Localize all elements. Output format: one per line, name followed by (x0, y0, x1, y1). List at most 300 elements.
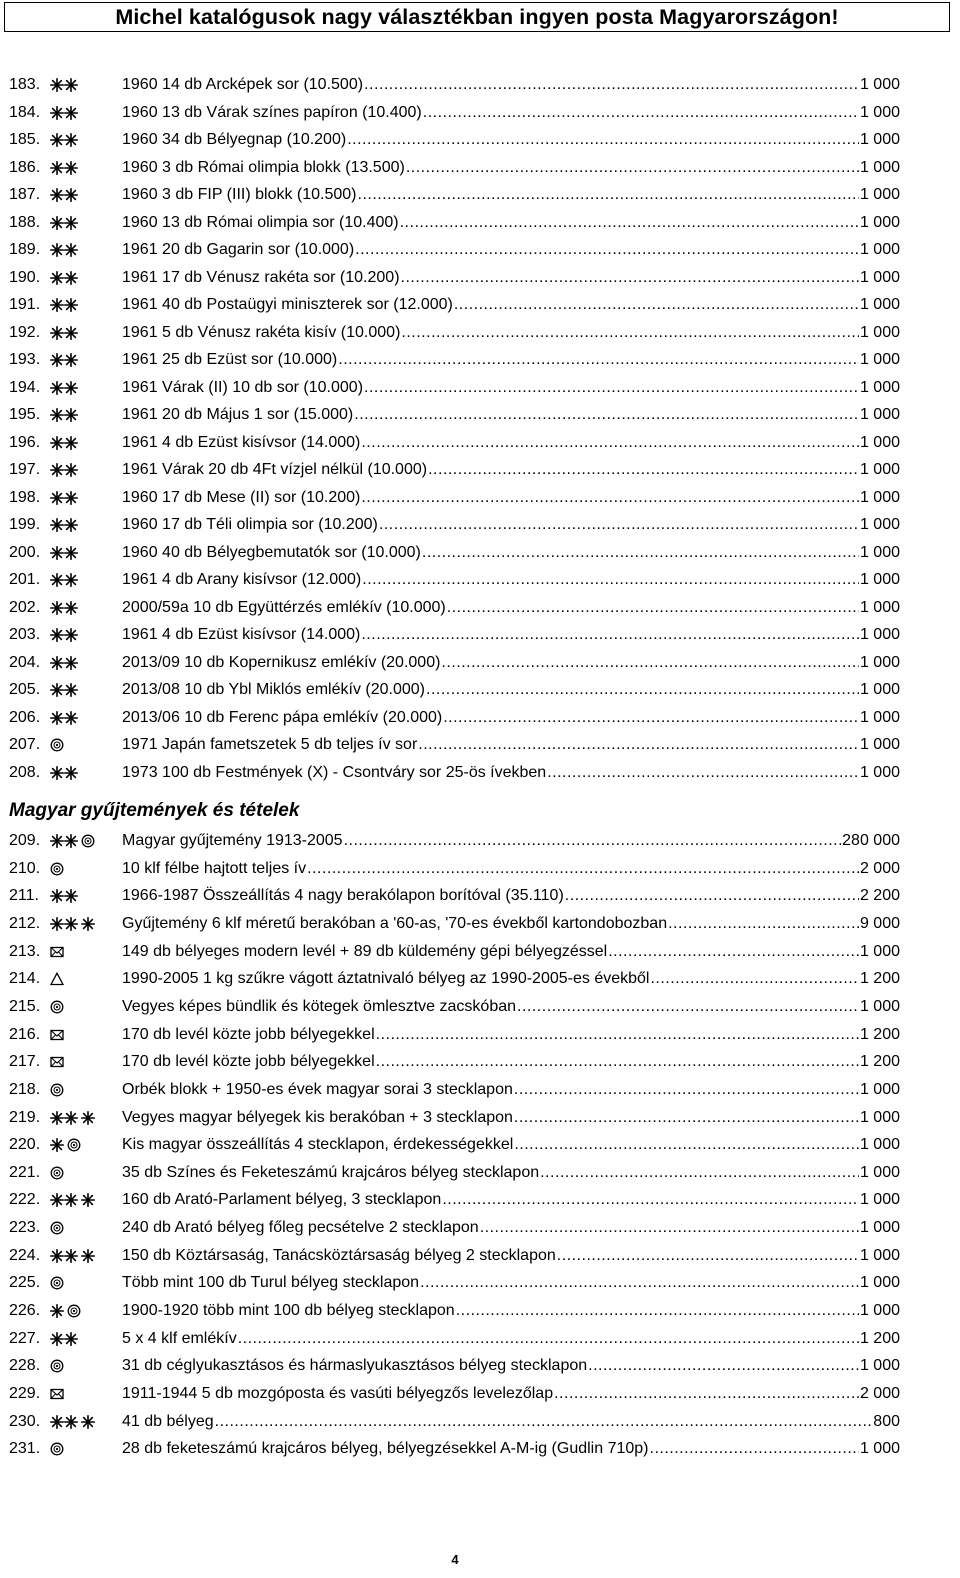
dot-leader (557, 1244, 859, 1268)
lot-number: 199. (9, 516, 41, 533)
single-asterisk-icon (81, 1111, 95, 1125)
lot-number: 224. (9, 1246, 41, 1264)
lot-description-line (122, 1354, 900, 1378)
lot-description: Kis magyar összeállítás 4 stecklapon, érdekességekkel (122, 1136, 514, 1154)
lot-number: 204. (9, 653, 41, 671)
lot-price: 1 000 (859, 268, 900, 286)
lot-description: 1960 13 db Római olimpia sor (10.400) (122, 213, 399, 231)
stamped-circle-icon (50, 1276, 64, 1290)
double-asterisk-icon (50, 656, 78, 670)
lot-description-line (122, 1437, 900, 1461)
lot-description-line (122, 1271, 900, 1295)
condition-symbols (50, 1387, 64, 1401)
lot-description: 1973 100 db Festmények (X) - Csontváry sor 25-ös ívekben (122, 763, 547, 781)
lot-number: 225. (9, 1274, 41, 1292)
condition-symbols (50, 243, 78, 257)
envelope-icon (50, 1028, 64, 1042)
single-asterisk-icon (50, 1138, 64, 1152)
lot-price: 1 000 (859, 681, 900, 698)
lot-number: 227. (9, 1329, 41, 1347)
stamped-circle-icon (50, 1359, 64, 1373)
lot-description: Több mint 100 db Turul bélyeg stecklapon (122, 1274, 420, 1292)
dot-leader (361, 623, 859, 647)
condition-symbols (50, 106, 78, 120)
lot-price: 1 000 (859, 997, 900, 1015)
dot-leader (540, 1161, 859, 1185)
lot-description: 1960 34 db Bélyegnap (10.200) (122, 131, 347, 148)
dot-leader (650, 967, 858, 991)
condition-symbols (50, 945, 64, 959)
lot-description: 1971 Japán fametszetek 5 db teljes ív sor (122, 736, 418, 753)
lot-number: 198. (9, 488, 41, 506)
lot-number: 216. (9, 1025, 41, 1043)
double-asterisk-icon (50, 766, 78, 780)
lot-description-line (122, 912, 900, 936)
condition-symbols (50, 1193, 95, 1207)
condition-symbols (50, 1332, 78, 1346)
lot-row (0, 1410, 960, 1434)
lot-number: 231. (9, 1440, 41, 1458)
lot-price: 1 000 (859, 1246, 900, 1264)
lot-number: 188. (9, 213, 41, 231)
lot-row (0, 1354, 960, 1378)
lot-price: 1 000 (859, 1302, 900, 1320)
single-asterisk-icon (81, 917, 95, 931)
lot-price: 1 200 (859, 1053, 900, 1071)
lot-price: 1 000 (859, 708, 900, 726)
stamped-circle-icon (67, 1138, 81, 1152)
stamped-circle-icon (67, 1304, 81, 1318)
condition-symbols (50, 161, 78, 175)
lot-number: 207. (9, 736, 41, 753)
lot-row (0, 995, 960, 1019)
lot-description: Magyar gyűjtemény 1913-2005 (122, 832, 343, 849)
lot-number: 190. (9, 268, 41, 286)
lot-price: 1 000 (859, 241, 900, 258)
lot-price: 1 000 (859, 736, 900, 753)
double-asterisk-icon (50, 106, 78, 120)
lot-description-line (122, 1161, 900, 1185)
stamped-circle-icon (50, 862, 64, 876)
lot-row (0, 101, 960, 125)
lot-price: 1 000 (859, 1219, 900, 1237)
condition-symbols (50, 1083, 64, 1097)
condition-symbols (50, 862, 64, 876)
promo-banner-text: Michel katalógusok nagy választékban ingyen posta Magyarországon! (115, 4, 839, 29)
double-asterisk-icon (50, 683, 78, 697)
lot-description-line (122, 1023, 900, 1047)
lot-number: 223. (9, 1219, 41, 1237)
lot-number: 222. (9, 1191, 41, 1209)
lot-price: 2 000 (859, 1385, 900, 1402)
dot-leader (307, 857, 859, 881)
lot-number: 201. (9, 571, 41, 588)
lot-description-line (122, 857, 900, 881)
double-asterisk-icon (50, 271, 78, 285)
lot-description-line (122, 128, 900, 152)
lot-description: 1961 4 db Arany kisívsor (12.000) (122, 571, 362, 588)
lot-description: 1960 3 db Római olimpia blokk (13.500) (122, 158, 405, 176)
lot-description-line (122, 513, 900, 537)
lot-price: 1 000 (859, 158, 900, 176)
double-asterisk-icon (50, 408, 78, 422)
lot-row (0, 1216, 960, 1240)
lot-price: 1 000 (859, 1357, 900, 1375)
lot-price: 1 000 (859, 653, 900, 671)
lot-description-line (122, 1382, 900, 1406)
condition-symbols (50, 1221, 64, 1235)
dot-leader (238, 1327, 859, 1351)
condition-symbols (50, 766, 78, 780)
lot-description-line (122, 1133, 900, 1157)
envelope-icon (50, 945, 64, 959)
lot-description-line (122, 101, 900, 125)
lot-number: 220. (9, 1136, 41, 1154)
double-asterisk-icon (50, 889, 78, 903)
condition-symbols (50, 683, 78, 697)
condition-symbols (50, 353, 78, 367)
lot-price: 1 200 (859, 970, 900, 988)
triangle-icon (50, 972, 64, 986)
condition-symbols (50, 972, 64, 986)
lot-row (0, 156, 960, 180)
double-asterisk-icon (50, 243, 78, 257)
dot-leader (361, 486, 859, 510)
lot-description: 150 db Köztársaság, Tanácsköztársaság bélyeg 2 stecklapon (122, 1246, 556, 1264)
stamped-circle-icon (50, 1000, 64, 1014)
lot-price: 1 000 (859, 461, 900, 478)
lot-description-line (122, 1106, 900, 1130)
lot-description: 1960 3 db FIP (III) blokk (10.500) (122, 186, 357, 203)
lot-description: 149 db bélyeges modern levél + 89 db küldemény gépi bélyegzéssel (122, 942, 608, 960)
lot-row (0, 1106, 960, 1130)
double-asterisk-icon (50, 161, 78, 175)
lot-description: 31 db céglyukasztásos és hármaslyukasztásos bélyeg stecklapon (122, 1357, 588, 1375)
dot-leader (588, 1354, 859, 1378)
condition-symbols (50, 573, 78, 587)
condition-symbols (50, 1249, 95, 1263)
lot-description-line (122, 376, 900, 400)
lot-row (0, 706, 960, 730)
condition-symbols (50, 917, 95, 931)
lot-price: 800 (873, 1412, 900, 1430)
double-asterisk-icon (50, 381, 78, 395)
lot-description: Orbék blokk + 1950-es évek magyar sorai 3 stecklapon (122, 1080, 513, 1098)
lot-description: 1961 25 db Ezüst sor (10.000) (122, 351, 338, 368)
lot-price: 1 000 (859, 351, 900, 368)
lot-number: 228. (9, 1357, 41, 1375)
lot-row (0, 211, 960, 235)
lot-row (0, 1382, 960, 1406)
lot-description-line (122, 1078, 900, 1102)
lot-description: 2013/06 10 db Ferenc pápa emlékív (20.000) (122, 708, 443, 726)
page-number: 4 (451, 1552, 459, 1567)
double-asterisk-icon (50, 834, 78, 848)
lot-description-line (122, 73, 900, 97)
lot-row (0, 1050, 960, 1074)
lot-number: 211. (9, 887, 39, 905)
lot-number: 183. (9, 76, 41, 93)
lot-number: 191. (9, 296, 41, 313)
lot-number: 217. (9, 1053, 41, 1071)
lot-description-line (122, 761, 900, 785)
condition-symbols (50, 463, 78, 477)
dot-leader (347, 128, 859, 152)
lot-row (0, 73, 960, 97)
lot-row (0, 348, 960, 372)
lot-row (0, 651, 960, 675)
lot-row (0, 266, 960, 290)
double-asterisk-icon (50, 711, 78, 725)
dot-leader (401, 266, 859, 290)
lot-number: 200. (9, 543, 41, 561)
lot-description-line (122, 884, 900, 908)
lot-description-line (122, 486, 900, 510)
stamped-circle-icon (50, 1166, 64, 1180)
lot-description-line (122, 678, 900, 702)
lot-row (0, 623, 960, 647)
condition-symbols (50, 628, 78, 642)
lot-number: 203. (9, 626, 41, 643)
lot-row (0, 128, 960, 152)
lot-description: 2000/59a 10 db Együttérzés emlékív (10.000) (122, 598, 446, 616)
lot-price: 1 000 (859, 296, 900, 313)
condition-symbols (50, 1000, 64, 1014)
lot-number: 184. (9, 103, 41, 121)
double-asterisk-icon (50, 298, 78, 312)
lot-row (0, 1078, 960, 1102)
lot-number: 219. (9, 1108, 41, 1126)
lot-description-line (122, 458, 900, 482)
dot-leader (401, 321, 859, 345)
double-asterisk-icon (50, 1332, 78, 1346)
lot-description-line (122, 431, 900, 455)
lot-row (0, 829, 960, 853)
double-asterisk-icon (50, 518, 78, 532)
lot-number: 185. (9, 131, 41, 148)
lot-row (0, 1188, 960, 1212)
single-asterisk-icon (81, 1249, 95, 1263)
lot-row (0, 1023, 960, 1047)
lot-description: 1961 20 db Gagarin sor (10.000) (122, 241, 355, 258)
lot-price: 1 000 (859, 763, 900, 781)
lot-row (0, 431, 960, 455)
single-asterisk-icon (81, 1193, 95, 1207)
lot-number: 226. (9, 1302, 41, 1320)
lot-description: 160 db Arató-Parlament bélyeg, 3 stecklapon (122, 1191, 442, 1209)
condition-symbols (50, 834, 95, 848)
lot-row (0, 541, 960, 565)
double-asterisk-icon (50, 1111, 78, 1125)
dot-leader (426, 678, 859, 702)
lot-row (0, 1271, 960, 1295)
condition-symbols (50, 326, 78, 340)
dot-leader (422, 541, 859, 565)
dot-leader (554, 1382, 859, 1406)
lot-row (0, 321, 960, 345)
lot-description-line (122, 348, 900, 372)
condition-symbols (50, 889, 78, 903)
lot-row (0, 912, 960, 936)
double-asterisk-icon (50, 1415, 78, 1429)
lot-description-line (122, 596, 900, 620)
lot-price: 280 000 (842, 832, 900, 849)
dot-leader (608, 940, 859, 964)
lot-description: 1960 13 db Várak színes papíron (10.400) (122, 103, 422, 121)
lot-description: 1900-1920 több mint 100 db bélyeg stecklapon (122, 1302, 455, 1320)
lot-description: 2013/09 10 db Kopernikusz emlékív (20.000) (122, 653, 441, 671)
lot-description-line (122, 995, 900, 1019)
double-asterisk-icon (50, 436, 78, 450)
lot-row (0, 857, 960, 881)
lot-description: 35 db Színes és Feketeszámú krajcáros bélyeg stecklapon (122, 1163, 540, 1181)
dot-leader (400, 211, 859, 235)
condition-symbols (50, 1166, 64, 1180)
dot-leader (514, 1078, 859, 1102)
lot-description: 170 db levél közte jobb bélyegekkel (122, 1053, 375, 1071)
lot-price: 1 000 (859, 186, 900, 203)
condition-symbols (50, 78, 78, 92)
condition-symbols (50, 1276, 64, 1290)
double-asterisk-icon (50, 353, 78, 367)
lot-description-line (122, 940, 900, 964)
lot-description-line (122, 156, 900, 180)
double-asterisk-icon (50, 216, 78, 230)
dot-leader (344, 829, 842, 853)
lot-description-line (122, 967, 900, 991)
lot-price: 1 000 (859, 516, 900, 533)
dot-leader (442, 1188, 859, 1212)
lot-row (0, 678, 960, 702)
lot-price: 1 000 (859, 543, 900, 561)
dot-leader (361, 431, 859, 455)
lot-description-line (122, 321, 900, 345)
lot-description: 1966-1987 Összeállítás 4 nagy berakólapon borítóval (35.110) (122, 887, 564, 905)
lot-description-line (122, 1216, 900, 1240)
dot-leader (406, 156, 859, 180)
lot-row (0, 513, 960, 537)
lot-number: 206. (9, 708, 41, 726)
dot-leader (362, 568, 859, 592)
lot-row (0, 596, 960, 620)
lot-description: 1961 5 db Vénusz rakéta kisív (10.000) (122, 323, 401, 341)
dot-leader (423, 101, 859, 125)
envelope-icon (50, 1387, 64, 1401)
lot-number: 212. (9, 914, 41, 932)
stamped-circle-icon (50, 1442, 64, 1456)
dot-leader (443, 706, 859, 730)
lot-price: 1 000 (859, 488, 900, 506)
double-asterisk-icon (50, 601, 78, 615)
lot-price: 1 000 (859, 213, 900, 231)
lot-description: 1960 17 db Téli olimpia sor (10.200) (122, 516, 378, 533)
lot-number: 208. (9, 763, 41, 781)
dot-leader (364, 73, 859, 97)
stamped-circle-icon (50, 1221, 64, 1235)
double-asterisk-icon (50, 78, 78, 92)
dot-leader (447, 596, 859, 620)
lot-row (0, 1161, 960, 1185)
lot-row (0, 940, 960, 964)
lot-price: 1 000 (859, 378, 900, 396)
dot-leader (376, 1050, 859, 1074)
lot-description: 28 db feketeszámú krajcáros bélyeg, bélyegzésekkel A-M-ig (Gudlin 710p) (122, 1440, 649, 1458)
lot-description-line (122, 829, 900, 853)
dot-leader (565, 884, 859, 908)
double-asterisk-icon (50, 628, 78, 642)
lot-number: 215. (9, 997, 41, 1015)
condition-symbols (50, 546, 78, 560)
lot-description: 1961 4 db Ezüst kisívsor (14.000) (122, 626, 361, 643)
lot-description: 5 x 4 klf emlékív (122, 1329, 237, 1347)
condition-symbols (50, 491, 78, 505)
condition-symbols (50, 1138, 81, 1152)
lot-row (0, 293, 960, 317)
lot-description: 1960 17 db Mese (II) sor (10.200) (122, 488, 361, 506)
lot-row (0, 458, 960, 482)
double-asterisk-icon (50, 546, 78, 560)
lot-description-line (122, 623, 900, 647)
lot-description: 240 db Arató bélyeg főleg pecsételve 2 stecklapon (122, 1219, 479, 1237)
lot-number: 186. (9, 158, 41, 176)
envelope-icon (50, 1055, 64, 1069)
lot-row (0, 1133, 960, 1157)
lot-description: 1960 40 db Bélyegbemutatók sor (10.000) (122, 543, 421, 561)
double-asterisk-icon (50, 463, 78, 477)
condition-symbols (50, 601, 78, 615)
dot-leader (514, 1106, 859, 1130)
lot-price: 1 000 (859, 598, 900, 616)
condition-symbols (50, 1111, 95, 1125)
lot-description-line (122, 1410, 900, 1434)
lot-price: 1 200 (859, 1329, 900, 1347)
lot-number: 205. (9, 681, 41, 698)
stamped-circle-icon (50, 738, 64, 752)
dot-leader (441, 651, 859, 675)
lot-number: 187. (9, 186, 41, 203)
lot-price: 1 000 (859, 76, 900, 93)
condition-symbols (50, 1359, 64, 1373)
lot-number: 221. (9, 1163, 41, 1181)
condition-symbols (50, 711, 78, 725)
lot-price: 1 200 (859, 1025, 900, 1043)
lot-description: 1961 Várak (II) 10 db sor (10.000) (122, 378, 364, 396)
lot-description-line (122, 706, 900, 730)
stamped-circle-icon (50, 1083, 64, 1097)
lot-description-line (122, 403, 900, 427)
lot-price: 1 000 (859, 1080, 900, 1098)
condition-symbols (50, 1028, 64, 1042)
lot-row (0, 403, 960, 427)
lot-description: Vegyes magyar bélyegek kis berakóban + 3 stecklapon (122, 1108, 513, 1126)
dot-leader (418, 733, 859, 757)
condition-symbols (50, 381, 78, 395)
condition-symbols (50, 133, 78, 147)
lot-description: 170 db levél közte jobb bélyegekkel (122, 1025, 375, 1043)
lot-price: 2 200 (859, 887, 900, 905)
dot-leader (480, 1216, 859, 1240)
double-asterisk-icon (50, 491, 78, 505)
double-asterisk-icon (50, 133, 78, 147)
promo-banner (4, 2, 950, 32)
condition-symbols (50, 271, 78, 285)
lot-price: 1 000 (859, 406, 900, 423)
lot-row (0, 1244, 960, 1268)
lot-description: Gyűjtemény 6 klf méretű berakóban a '60-as, '70-es évekből kartondobozban (122, 914, 668, 932)
double-asterisk-icon (50, 188, 78, 202)
lot-price: 1 000 (859, 131, 900, 148)
double-asterisk-icon (50, 917, 78, 931)
